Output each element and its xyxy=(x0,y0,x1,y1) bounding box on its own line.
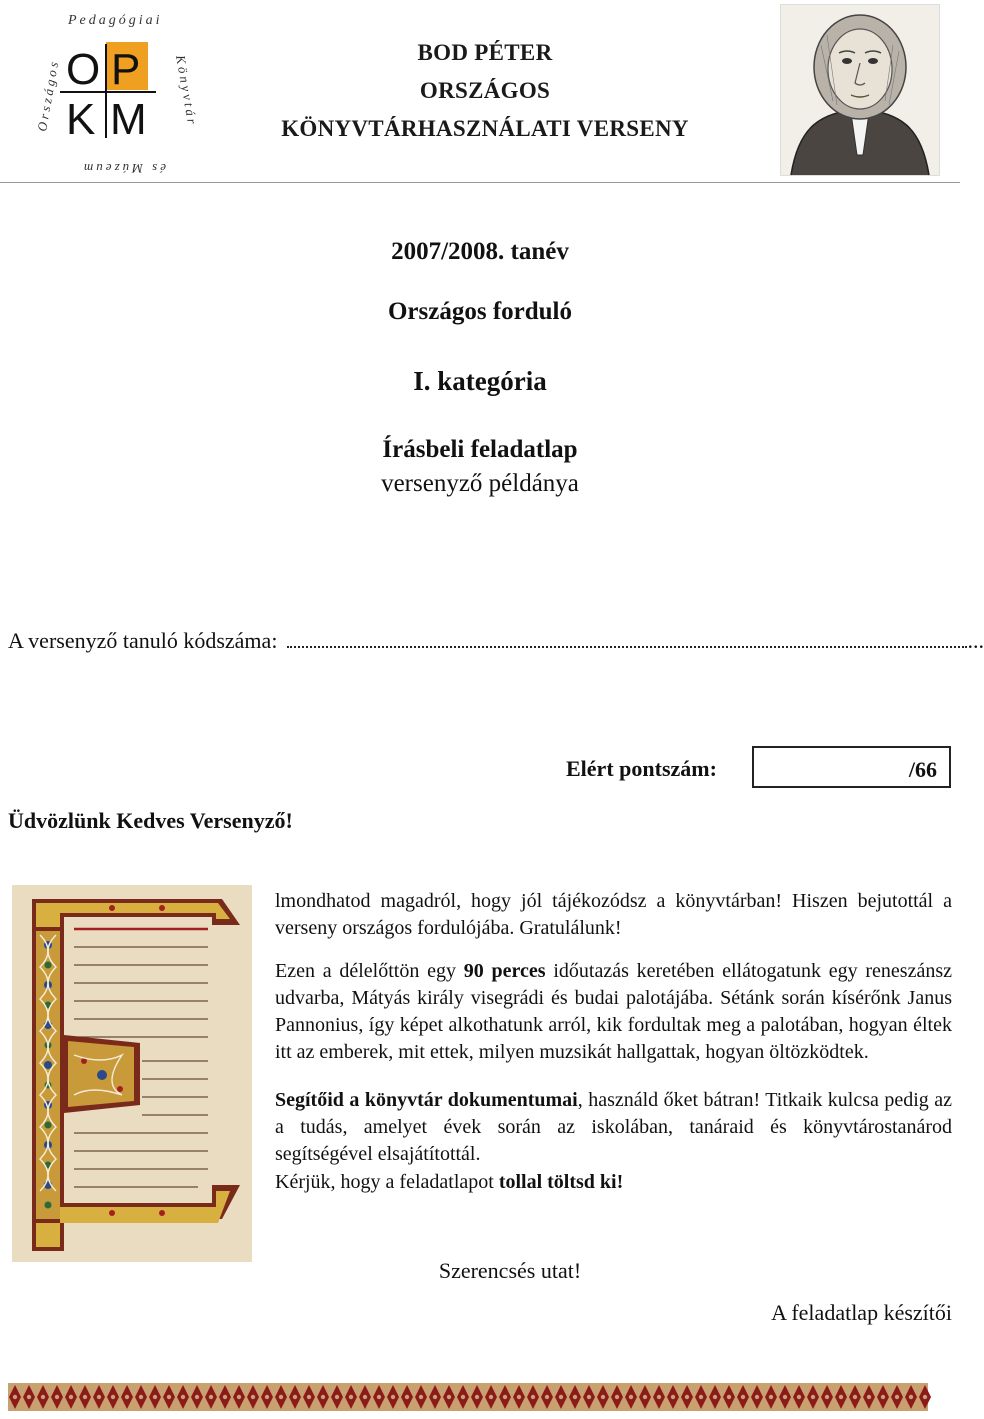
border-dot xyxy=(447,1395,451,1399)
decorative-border xyxy=(8,1383,928,1411)
logo-letter-k: K xyxy=(66,95,96,144)
border-dot xyxy=(237,1395,241,1399)
border-dot xyxy=(587,1395,591,1399)
border-dot xyxy=(83,1395,87,1399)
border-dot xyxy=(685,1395,689,1399)
header-divider xyxy=(0,182,960,183)
border-dot xyxy=(825,1395,829,1399)
logo-ring-right: Könyvtár xyxy=(173,53,201,128)
border-dot xyxy=(13,1395,17,1399)
border-dot xyxy=(405,1395,409,1399)
border-dot xyxy=(279,1395,283,1399)
border-dot xyxy=(671,1395,675,1399)
title-line-2: ORSZÁGOS xyxy=(419,78,551,103)
border-dot xyxy=(839,1395,843,1399)
border-dot xyxy=(881,1395,885,1399)
student-code-tail: ... xyxy=(967,628,984,653)
border-dot xyxy=(391,1395,395,1399)
border-dot xyxy=(293,1395,297,1399)
illuminated-initial-icon xyxy=(12,885,252,1262)
border-dot xyxy=(643,1395,647,1399)
p3-text: , használd őket bátran! Titkaik kulcsa pedig az a tudás, amelyet évek során az iskolában, tanáraid és könyvtárostanárod segítségével elsajátítottál. xyxy=(275,1088,953,1166)
border-dot xyxy=(923,1395,927,1399)
border-dot xyxy=(615,1395,619,1399)
p2-bold: 90 perces xyxy=(463,959,546,982)
intro-paragraph-1: lmondhatod magadról, hogy jól tájékozódsz a könyvtárban! Hiszen bejutottál a verseny országos fordulójába. Gratulálunk! xyxy=(275,890,952,940)
title-line-1: BOD PÉTER xyxy=(417,40,553,65)
copy-subtitle: versenyző példánya xyxy=(381,470,579,497)
intro-paragraph-3 xyxy=(275,1087,952,1169)
greeting: Üdvözlünk Kedves Versenyző! xyxy=(8,808,293,833)
border-dot xyxy=(139,1395,143,1399)
opkm-logo xyxy=(18,4,201,176)
border-dot xyxy=(223,1395,227,1399)
portrait-icon xyxy=(780,4,940,176)
border-dot xyxy=(783,1395,787,1399)
border-dot xyxy=(811,1395,815,1399)
border-dot xyxy=(69,1395,73,1399)
logo-ring-bottom: és Múzeum xyxy=(80,161,166,176)
border-dot xyxy=(657,1395,661,1399)
competition-title xyxy=(230,34,740,148)
border-dot xyxy=(909,1395,913,1399)
border-dot xyxy=(573,1395,577,1399)
p2-text-a: Ezen a délelőttön egy xyxy=(275,959,464,982)
logo-letter-m: M xyxy=(110,95,147,144)
border-dot xyxy=(251,1395,255,1399)
border-dot xyxy=(377,1395,381,1399)
border-dot xyxy=(349,1395,353,1399)
border-dot xyxy=(153,1395,157,1399)
p4-text: Kérjük, hogy a feladatlapot xyxy=(275,1170,499,1193)
border-dot xyxy=(335,1395,339,1399)
border-dot xyxy=(489,1395,493,1399)
score-box[interactable] xyxy=(752,746,951,788)
score-label: Elért pontszám: xyxy=(566,756,717,781)
border-dot xyxy=(433,1395,437,1399)
border-dot xyxy=(741,1395,745,1399)
student-code-label: A versenyző tanuló kódszáma: xyxy=(8,628,278,653)
border-dot xyxy=(769,1395,773,1399)
student-code-field[interactable] xyxy=(287,628,967,648)
border-dot xyxy=(797,1395,801,1399)
border-dot xyxy=(55,1395,59,1399)
p3-bold: Segítőid a könyvtár dokumentumai xyxy=(275,1088,578,1111)
border-dot xyxy=(755,1395,759,1399)
border-dot xyxy=(475,1395,479,1399)
logo-letter-p: P xyxy=(111,45,141,94)
category-title: I. kategória xyxy=(413,366,547,396)
border-dot xyxy=(321,1395,325,1399)
sheet-title: Írásbeli feladatlap xyxy=(382,436,578,463)
border-dot xyxy=(27,1395,31,1399)
score-max: /66 xyxy=(908,757,937,782)
border-dot xyxy=(531,1395,535,1399)
border-dot xyxy=(97,1395,101,1399)
round-title: Országos forduló xyxy=(387,298,573,325)
logo-letter-o: O xyxy=(66,45,101,94)
border-dot xyxy=(461,1395,465,1399)
border-dot xyxy=(265,1395,269,1399)
border-dot xyxy=(41,1395,45,1399)
border-dot xyxy=(111,1395,115,1399)
border-dot xyxy=(167,1395,171,1399)
title-line-3: KÖNYVTÁRHASZNÁLATI VERSENY xyxy=(281,116,689,141)
school-year: 2007/2008. tanév xyxy=(391,238,569,265)
p2-text-b: időutazás keretében ellátogatunk egy reneszánsz udvarba, Mátyás király visegrádi és budai palotájába. Sétánk során kísérőnk Janus Pannonius, így képet alkothatunk arról, kik fordultak meg a palotában, hogyan éltek itt az emberek, mit ettek, milyen muzsikát hallgattak, hogyan öltözködtek. xyxy=(275,959,952,1064)
p4-bold: tollal töltsd ki! xyxy=(498,1170,624,1193)
border-dot xyxy=(853,1395,857,1399)
border-dot xyxy=(307,1395,311,1399)
intro-paragraph-4 xyxy=(275,1169,952,1196)
border-dot xyxy=(629,1395,633,1399)
border-dot xyxy=(503,1395,507,1399)
border-dot xyxy=(419,1395,423,1399)
border-dot xyxy=(363,1395,367,1399)
authors-signature: A feladatlap készítői xyxy=(771,1300,952,1325)
border-dot xyxy=(727,1395,731,1399)
logo-ring-top: Pedagógiai xyxy=(68,13,163,28)
border-dot xyxy=(699,1395,703,1399)
good-luck-text: Szerencsés utat! xyxy=(438,1258,582,1283)
border-dot xyxy=(195,1395,199,1399)
border-dot xyxy=(181,1395,185,1399)
border-dot xyxy=(517,1395,521,1399)
border-dot xyxy=(601,1395,605,1399)
border-dot xyxy=(867,1395,871,1399)
border-dot xyxy=(545,1395,549,1399)
student-code-row xyxy=(8,628,984,654)
intro-paragraph-2 xyxy=(275,958,952,1067)
border-dot xyxy=(559,1395,563,1399)
border-dot xyxy=(209,1395,213,1399)
border-dot xyxy=(895,1395,899,1399)
border-dot xyxy=(713,1395,717,1399)
border-dot xyxy=(125,1395,129,1399)
intro-text xyxy=(275,888,952,1196)
logo-ring-left: Országos xyxy=(34,57,62,133)
